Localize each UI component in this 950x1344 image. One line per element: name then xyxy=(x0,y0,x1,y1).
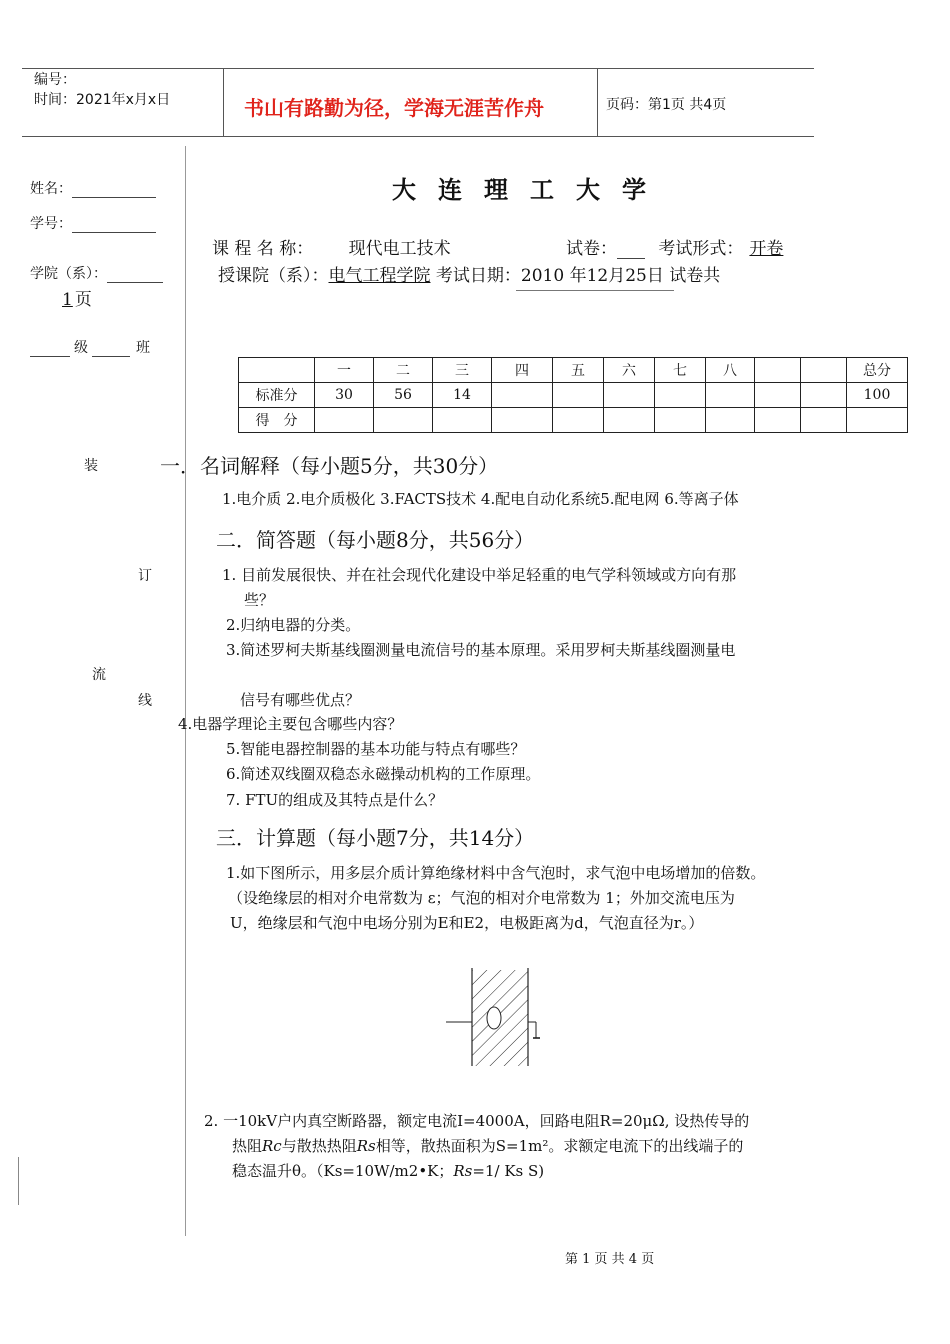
score-cell xyxy=(801,383,847,408)
pages-value: 1 xyxy=(62,290,73,310)
university-title: 大连理工大学 xyxy=(392,176,668,204)
rs-symbol: Rs xyxy=(356,1137,376,1155)
section-2-title: 二．简答题（每小题8分，共56分） xyxy=(216,528,535,552)
doc-time-label: 时间：2021年x月x日 xyxy=(34,92,171,108)
margin-mark xyxy=(18,1157,19,1205)
zhuang-mark: 装 xyxy=(84,458,98,474)
class-label: 班 xyxy=(136,340,150,356)
question-2-6: 6.简述双线圈双稳态永磁操动机构的工作原理。 xyxy=(226,765,541,783)
header-cell: 二 xyxy=(374,358,433,383)
name-blank xyxy=(72,181,156,198)
ding-mark: 订 xyxy=(138,568,152,584)
q32-text: 稳态温升θ。（Ks=10W/m2•K； xyxy=(232,1162,454,1180)
name-field xyxy=(30,178,156,198)
header-cell xyxy=(239,358,315,383)
college-label: 学院（系）： xyxy=(30,266,107,282)
score-cell xyxy=(315,408,374,433)
question-2-3-cont: 信号有哪些优点？ xyxy=(240,691,361,709)
q32-text: =1/ Ks S) xyxy=(472,1162,545,1180)
grade-label: 级 xyxy=(74,340,88,356)
score-cell xyxy=(492,408,553,433)
score-cell xyxy=(655,408,706,433)
page-code: 页码：第1页 共4页 xyxy=(606,97,727,113)
xian-mark: 线 xyxy=(138,693,152,709)
dielectric-bubble-diagram xyxy=(440,960,550,1070)
page-footer: 第 1 页 共 4 页 xyxy=(565,1252,655,1267)
grade-class-field xyxy=(30,337,150,357)
header-cell xyxy=(755,358,801,383)
score-cell xyxy=(755,408,801,433)
course-label: 课 程 名 称： xyxy=(212,239,314,259)
course-line xyxy=(212,234,451,259)
score-cell xyxy=(553,408,604,433)
header-cell: 八 xyxy=(706,358,755,383)
rs-symbol: Rs xyxy=(453,1162,473,1180)
college-field xyxy=(30,263,163,283)
section-1-title: 一．名词解释（每小题5分，共30分） xyxy=(160,454,499,478)
score-cell xyxy=(706,383,755,408)
exam-date: 考试日期：2010 年12月25日 试卷共 xyxy=(435,266,721,286)
header-cell: 四 xyxy=(492,358,553,383)
name-label: 姓名： xyxy=(30,181,72,197)
paper-label: 试卷： xyxy=(566,239,617,259)
score-cell xyxy=(755,383,801,408)
paper-line xyxy=(566,234,783,259)
dept-label: 授课院（系）： xyxy=(218,266,329,286)
score-cell xyxy=(801,408,847,433)
question-2-4: 4.电器学理论主要包含哪些内容？ xyxy=(178,715,403,733)
header-cell: 五 xyxy=(553,358,604,383)
student-id-label: 学号： xyxy=(30,216,72,232)
row-label: 得 分 xyxy=(239,408,315,433)
section-3-title: 三．计算题（每小题7分，共14分） xyxy=(216,826,535,850)
question-3-2-cont2 xyxy=(232,1160,544,1181)
question-3-2: 2. 一10kV户内真空断路器，额定电流I=4000A，回路电阻R=20μΩ, 设热传导的 xyxy=(204,1112,750,1130)
doc-number-label: 编号： xyxy=(34,72,76,88)
liu-mark: 流 xyxy=(92,667,106,683)
pages-unit: 页 xyxy=(74,290,92,310)
score-cell: 30 xyxy=(315,383,374,408)
question-2-5: 5.智能电器控制器的基本功能与特点有哪些？ xyxy=(226,740,526,758)
score-header-row xyxy=(239,358,908,383)
q32-text: 与散热热阻 xyxy=(281,1137,357,1155)
section-1-items: 1.电介质 2.电介质极化 3.FACTS技术 4.配电自动化系统5.配电网 6.等离子体 xyxy=(222,490,739,508)
date-underline xyxy=(516,290,674,291)
question-2-2: 2.归纳电器的分类。 xyxy=(226,616,361,634)
question-3-1: 1.如下图所示，用多层介质计算绝缘材料中含气泡时，求气泡中电场增加的倍数。 xyxy=(226,864,766,882)
question-2-1-cont: 些？ xyxy=(244,591,275,609)
header-divider xyxy=(597,69,598,136)
rc-symbol: Rc xyxy=(262,1137,282,1155)
score-cell xyxy=(553,383,604,408)
score-cell xyxy=(604,383,655,408)
score-cell: 14 xyxy=(433,383,492,408)
dept-value: 电气工程学院 xyxy=(328,266,431,286)
question-3-2-cont xyxy=(232,1135,743,1156)
question-2-7: 7. FTU的组成及其特点是什么？ xyxy=(226,791,444,809)
motto-text: 书山有路勤为径，学海无涯苦作舟 xyxy=(244,96,544,120)
score-cell xyxy=(706,408,755,433)
pages-count xyxy=(62,285,92,310)
form-label: 考试形式： xyxy=(658,239,744,259)
question-2-3: 3.简述罗柯夫斯基线圈测量电流信号的基本原理。采用罗柯夫斯基线圈测量电 xyxy=(226,641,736,659)
header-cell: 一 xyxy=(315,358,374,383)
score-cell: 56 xyxy=(374,383,433,408)
class-blank xyxy=(92,340,130,357)
row-label: 标准分 xyxy=(239,383,315,408)
header-cell: 三 xyxy=(433,358,492,383)
header-cell xyxy=(801,358,847,383)
q32-text: 相等，散热面积为S=1m²。求额定电流下的出线端子的 xyxy=(375,1137,744,1155)
score-cell xyxy=(655,383,706,408)
score-cell: 100 xyxy=(847,383,908,408)
header-cell: 总分 xyxy=(847,358,908,383)
score-cell xyxy=(374,408,433,433)
course-name: 现代电工技术 xyxy=(348,239,451,259)
header-cell: 七 xyxy=(655,358,706,383)
score-standard-row xyxy=(239,383,908,408)
header-divider xyxy=(223,69,224,136)
student-id-field xyxy=(30,213,156,233)
score-actual-row xyxy=(239,408,908,433)
q32-text: 热阻 xyxy=(232,1137,263,1155)
score-table xyxy=(238,357,908,433)
score-cell xyxy=(492,383,553,408)
question-2-1: 1. 目前发展很快、并在社会现代化建设中举足轻重的电气学科领域或方向有那 xyxy=(222,566,737,584)
score-cell xyxy=(604,408,655,433)
college-blank xyxy=(107,266,163,283)
header-cell: 六 xyxy=(604,358,655,383)
score-cell xyxy=(847,408,908,433)
student-id-blank xyxy=(72,216,156,233)
paper-blank xyxy=(617,240,645,259)
question-3-1-cont2: U，绝缘层和气泡中电场分别为E和E2，电极距离为d，气泡直径为r。） xyxy=(230,914,704,932)
binding-line xyxy=(185,146,186,1236)
question-3-1-cont: （设绝缘层的相对介电常数为 ε；气泡的相对介电常数为 1；外加交流电压为 xyxy=(228,889,735,907)
score-cell xyxy=(433,408,492,433)
form-value: 开卷 xyxy=(749,239,784,259)
grade-blank xyxy=(30,340,70,357)
dept-line xyxy=(218,261,720,286)
